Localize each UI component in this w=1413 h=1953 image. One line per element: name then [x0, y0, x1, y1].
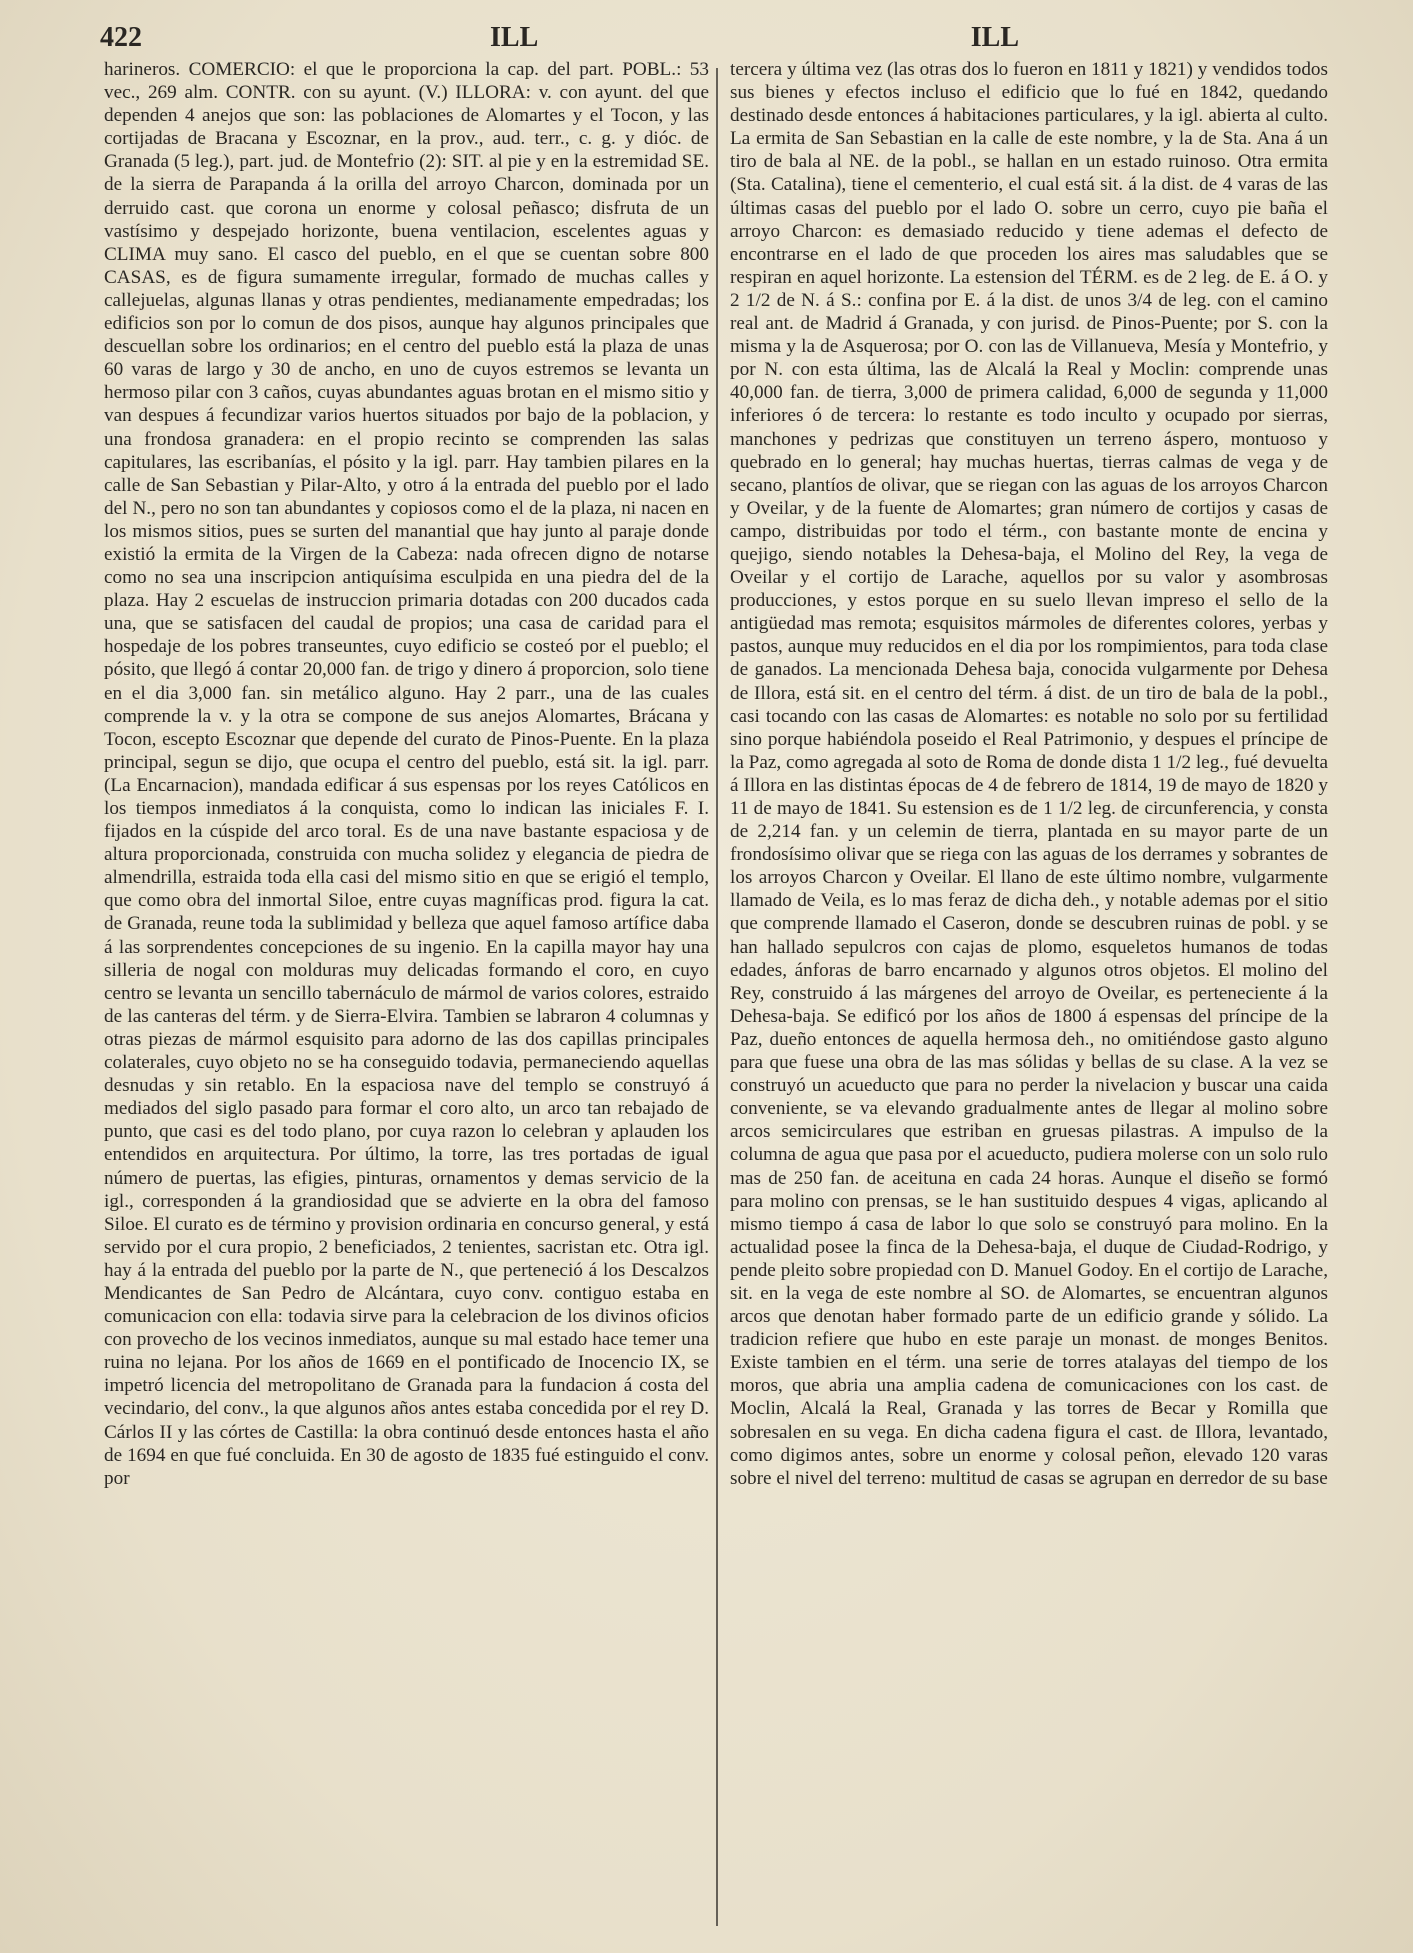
page-number: 422: [100, 22, 142, 53]
left-column: [104, 58, 709, 1928]
left-running-head: ILL: [490, 22, 539, 53]
page-header: [100, 22, 1329, 62]
column-divider: [716, 68, 718, 1926]
right-running-head: ILL: [970, 22, 1019, 53]
right-column-text: tercera y última vez (las otras dos lo fueron en 1811 y 1821) y vendidos todos sus bienes y efectos incluso el edificio que lo fué en 1842, quedando destinado desde entonces á habitaciones particulares, y la igl. abierta al culto. La ermita de San Sebastian en la calle de este nombre, y la de Sta. Ana á un tiro de bala al NE. de la pobl., se hallan en un estado ruinoso. Otra ermita (Sta. Catalina), tiene el cementerio, el cual está sit. á la dist. de 4 varas de las últimas casas del pueblo por el lado O. sobre un cerro, cuyo pie baña el arroyo Charcon: es demasiado reducido y tiene ademas el defecto de encontrarse en el lado de que proceden los aires mas saludables que se respiran en aquel horizonte. La estension del TÉRM. es de 2 leg. de E. á O. y 2 1/2 de N. á S.: confina por E. á la dist. de unos 3/4 de leg. con el camino real ant. de Madrid á Granada, y con jurisd. de Pinos-Puente; por S. con la misma y la de Asquerosa; por O. con las de Villanueva, Mesía y Montefrio, y por N. con esta última, las de Alcalá la Real y Moclin: comprende unas 40,000 fan. de tierra, 3,000 de primera calidad, 6,000 de segunda y 11,000 inferiores ó de tercera: lo restante es todo inculto y ocupado por sierras, manchones y pedrizas que constituyen un terreno áspero, montuoso y quebrado en lo general; hay muchas huertas, tierras calmas de vega y de secano, plantíos de olivar, que se riegan con las aguas de los arroyos Charcon y Oveilar, y de la fuente de Alomartes; gran número de cortijos y casas de campo, distribuidas por todo el térm., con bastante monte de encina y quejigo, siendo notables la Dehesa-baja, el Molino del Rey, la vega de Oveilar y el cortijo de Larache, aquellos por su valor y asombrosas producciones, y estos porque en su suelo llevan impreso el sello de la antigüedad mas remota; esquisitos mármoles de diferentes colores, yerbas y pastos, aunque muy reducidos en el dia por los rompimientos, para toda clase de ganados. La mencionada Dehesa baja, conocida vulgarmente por Dehesa de Illora, está sit. en el centro del térm. á dist. de un tiro de bala de la pobl., casi tocando con las casas de Alomartes: es notable no solo por su fertilidad sino porque habiéndola poseido el Real Patrimonio, y despues el príncipe de la Paz, como agregada al soto de Roma de donde dista 1 1/2 leg., fué devuelta á Illora en las distintas épocas de 4 de febrero de 1814, 19 de mayo de 1820 y 11 de mayo de 1841. Su estension es de 1 1/2 leg. de circunferencia, y consta de 2,214 fan. y un celemin de tierra, plantada en su mayor parte de un frondosísimo olivar que se riega con las aguas de los derrames y sobrantes de los arroyos Charcon y Oveilar. El llano de este último nombre, vulgarmente llamado de Veila, es lo mas feraz de dicha deh., y notable ademas por el sitio que comprende llamado el Caseron, donde se descubren ruinas de pobl. y se han hallado sepulcros con cajas de plomo, esqueletos humanos de todas edades, ánforas de barro encarnado y algunos otros objetos. El molino del Rey, construido á las márgenes del arroyo de Oveilar, es perteneciente á la Dehesa-baja. Se edificó por los años de 1800 á espensas del príncipe de la Paz, dueño entonces de aquella hermosa deh., no omitiéndose gasto alguno para que fuese una obra de las mas sólidas y bellas de su clase. A la vez se construyó un acueducto que para no perder la nivelacion y buscar una caida conveniente, se va elevando gradualmente antes de llegar al molino sobre arcos semicirculares que estriban en gruesas pilastras. A impulso de la columna de agua que pasa por el acueducto, pudiera molerse con un solo rulo mas de 250 fan. de aceituna en cada 24 horas. Aunque el diseño se formó para molino con prensas, se le han sustituido despues 4 vigas, aplicando al mismo tiempo á casa de labor lo que solo se construyó para molino. En la actualidad posee la finca de la Dehesa-baja, el duque de Ciudad-Rodrigo, y pende pleito sobre propiedad con D. Manuel Godoy. En el cortijo de Larache, sit. en la vega de este nombre al SO. de Alomartes, se encuentran algunos arcos que denotan haber formado parte de un edificio grande y sólido. La tradicion refiere que hubo en este paraje un monast. de monges Benitos. Existe tambien en el térm. una serie de torres atalayas del tiempo de los moros, que abria una amplia cadena de comunicaciones con los cast. de Moclin, Alcalá la Real, Granada y las torres de Becar y Romilla que sobresalen en su vega. En dicha cadena figura el cast. de Illora, levantado, como digimos antes, sobre un enorme y colosal peñon, elevado 120 varas sobre el nivel del terreno: multitud de casas se agrupan en derredor de su base: [730, 59, 1328, 1489]
right-column: [730, 58, 1328, 1928]
left-column-text: harineros. COMERCIO: el que le proporciona la cap. del part. POBL.: 53 vec., 269 alm. CONTR. con su ayunt. (V.) ILLORA: v. con ayunt. del que dependen 4 anejos que son: las poblaciones de Alomartes y el Tocon, y las cortijadas de Bracana y Escoznar, en la prov., aud. terr., c. g. y dióc. de Granada (5 leg.), part. jud. de Montefrio (2): SIT. al pie y en la estremidad SE. de la sierra de Parapanda á la orilla del arroyo Charcon, dominada por un derruido cast. que corona un enorme y colosal peñasco; disfruta de un vastísimo y despejado horizonte, buena ventilacion, escelentes aguas y CLIMA muy sano. El casco del pueblo, en el que se cuentan sobre 800 CASAS, es de figura sumamente irregular, formado de muchas calles y callejuelas, algunas llanas y otras pendientes, medianamente empedradas; los edificios son por lo comun de dos pisos, aunque hay algunos principales que descuellan sobre los ordinarios; en el centro del pueblo está la plaza de unas 60 varas de largo y 30 de ancho, en uno de cuyos estremos se levanta un hermoso pilar con 3 caños, cuyas abundantes aguas brotan en el mismo sitio y van despues á fecundizar varios huertos situados por bajo de la poblacion, y una frondosa granadera: en el propio recinto se comprenden las salas capitulares, las escribanías, el pósito y la igl. parr. Hay tambien pilares en la calle de San Sebastian y Pilar-Alto, y otro á la entrada del pueblo por el lado del N., pero no son tan abundantes y copiosos como el de la plaza, ni nacen en los mismos sitios, pues se surten del manantial que hay junto al paraje donde existió la ermita de la Virgen de la Cabeza: nada ofrecen digno de notarse como no sea una inscripcion antiquísima esculpida en una piedra del de la plaza. Hay 2 escuelas de instruccion primaria dotadas con 200 ducados cada una, que se satisfacen del caudal de propios; una casa de caridad para el hospedaje de los pobres transeuntes, cuyo edificio se costeó por el pueblo; el pósito, que llegó á contar 20,000 fan. de trigo y dinero á proporcion, solo tiene en el dia 3,000 fan. sin metálico alguno. Hay 2 parr., una de las cuales comprende la v. y la otra se compone de sus anejos Alomartes, Brácana y Tocon, escepto Escoznar que depende del curato de Pinos-Puente. En la plaza principal, segun se dijo, que ocupa el centro del pueblo, está sit. la igl. parr. (La Encarnacion), mandada edificar á sus espensas por los reyes Católicos en los tiempos inmediatos á la conquista, como lo indican las iniciales F. I. fijados en la cúspide del arco toral. Es de una nave bastante espaciosa y de altura proporcionada, construida con mucha solidez y elegancia de piedra de almendrilla, estraida toda ella casi del mismo sitio en que se erigió el templo, que como obra del inmortal Siloe, entre cuyas magníficas prod. figura la cat. de Granada, reune toda la sublimidad y belleza que aquel famoso artífice daba á las sorprendentes concepciones de su ingenio. En la capilla mayor hay una silleria de nogal con molduras muy delicadas formando el coro, en cuyo centro se levanta un sencillo tabernáculo de mármol de varios colores, estraido de las canteras del térm. y de Sierra-Elvira. Tambien se labraron 4 columnas y otras piezas de mármol esquisito para adorno de las dos capillas principales colaterales, cuyo objeto no se ha conseguido todavia, permaneciendo aquellas desnudas y sin retablo. En la espaciosa nave del templo se construyó á mediados del siglo pasado para formar el coro alto, un arco tan rebajado de punto, que casi es del todo plano, por cuya razon lo celebran y aplauden los entendidos en arquitectura. Por último, la torre, las tres portadas de igual número de puertas, las efigies, pinturas, ornamentos y demas servicio de la igl., corresponden á la grandiosidad que se advierte en la obra del famoso Siloe. El curato es de término y provision ordinaria en concurso general, y está servido por el cura propio, 2 beneficiados, 2 tenientes, sacristan etc. Otra igl. hay á la entrada del pueblo por la parte de N., que perteneció á los Descalzos Mendicantes de San Pedro de Alcántara, cuyo conv. contiguo estaba en comunicacion con ella: todavia sirve para la celebracion de los divinos oficios con provecho de los vecinos inmediatos, aunque su mal estado hace temer una ruina no lejana. Por los años de 1669 en el pontificado de Inocencio IX, se impetró licencia del metropolitano de Granada para la fundacion á costa del vecindario, del conv., la que algunos años antes estaba concedida por el rey D. Cárlos II y las córtes de Castilla: la obra continuó desde entonces hasta el año de 1694 en que fué concluida. En 30 de agosto de 1835 fué estinguido el conv. por: [104, 59, 709, 1489]
